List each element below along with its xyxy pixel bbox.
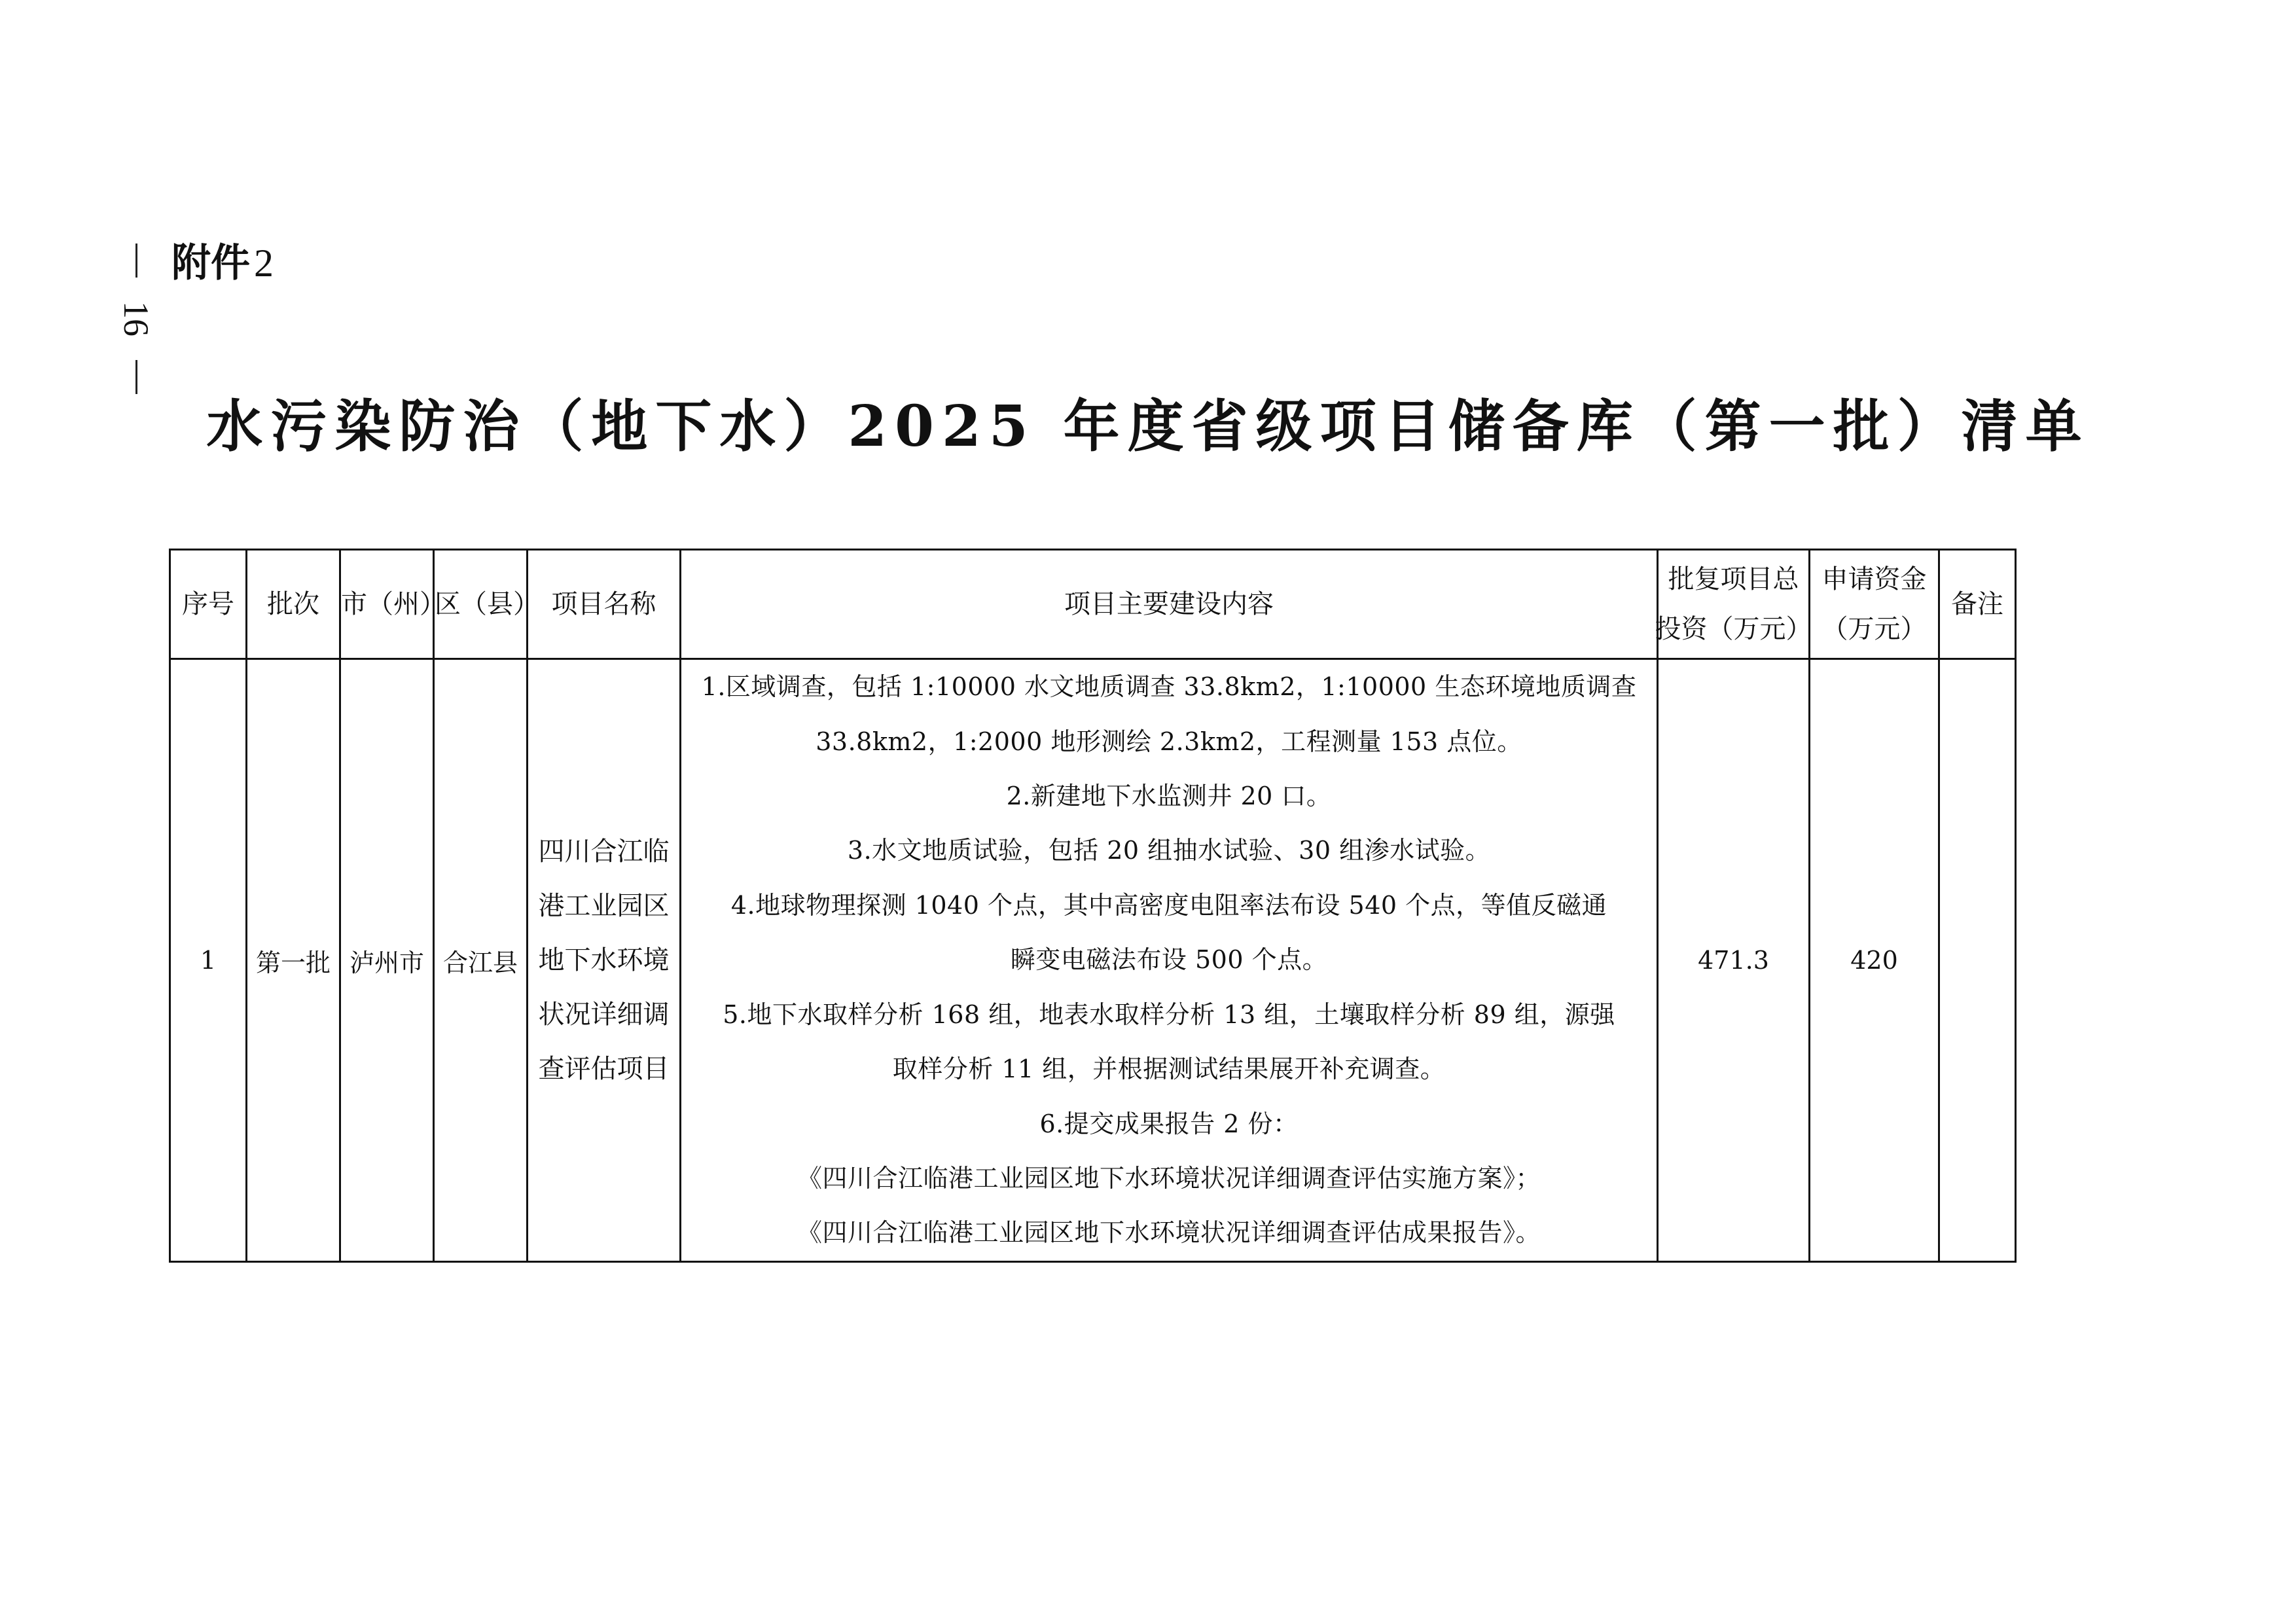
page-number-text: 16	[117, 301, 156, 336]
content-line: 4.地球物理探测 1040 个点，其中高密度电阻率法布设 540 个点，等值反磁通	[730, 890, 1607, 920]
cell-batch: 第一批	[247, 659, 340, 1262]
content-line: 《四川合江临港工业园区地下水环境状况详细调查评估成果报告》。	[797, 1218, 1541, 1248]
attachment-label-text: 附件	[171, 240, 250, 286]
header-requested-funds-line2: （万元）	[1821, 614, 1927, 644]
table-row	[170, 659, 2016, 1262]
cell-content	[681, 659, 1658, 1262]
document-title: 水污染防治（地下水）2025 年度省级项目储备库（第一批）清单	[206, 393, 2090, 460]
header-approved-total-line1: 批复项目总	[1668, 564, 1799, 594]
content-line: 5.地下水取样分析 168 组，地表水取样分析 13 组，土壤取样分析 89 组，源强	[723, 1000, 1615, 1029]
header-remarks: 备注	[1939, 550, 2016, 659]
header-requested-funds-line1: 申请资金	[1821, 564, 1927, 594]
cell-project-name	[528, 659, 681, 1262]
cell-seq: 1	[170, 659, 247, 1262]
header-project-name: 项目名称	[528, 550, 681, 659]
header-district: 区（县）	[434, 550, 528, 659]
table-header-row	[170, 550, 2016, 659]
content-line: 《四川合江临港工业园区地下水环境状况详细调查评估实施方案》；	[797, 1163, 1541, 1193]
cell-approved-total: 471.3	[1658, 659, 1810, 1262]
cell-city: 泸州市	[340, 659, 434, 1262]
content-line: 3.水文地质试验，包括 20 组抽水试验、30 组渗水试验。	[847, 836, 1491, 865]
header-batch: 批次	[247, 550, 340, 659]
project-name-line: 查评估项目	[538, 1053, 670, 1084]
content-line: 6.提交成果报告 2 份：	[1039, 1109, 1299, 1138]
project-name-line: 状况详细调	[538, 999, 670, 1030]
cell-district: 合江县	[434, 659, 528, 1262]
header-content: 项目主要建设内容	[681, 550, 1658, 659]
cell-remarks	[1939, 659, 2016, 1262]
page-number-dash-bottom	[135, 360, 137, 394]
content-line: 取样分析 11 组，并根据测试结果展开补充调查。	[892, 1055, 1446, 1084]
project-name-line: 四川合江临	[538, 836, 670, 867]
attachment-label	[171, 240, 274, 286]
header-city: 市（州）	[340, 550, 434, 659]
page-number	[117, 244, 156, 394]
cell-requested-funds: 420	[1810, 659, 1939, 1262]
project-name-line: 港工业园区	[538, 890, 670, 921]
content-line: 2.新建地下水监测井 20 口。	[1006, 782, 1332, 811]
page-number-dash-top	[135, 244, 137, 278]
header-approved-total-line2: 投资（万元）	[1655, 614, 1812, 644]
content-line: 瞬变电磁法布设 500 个点。	[1010, 945, 1328, 975]
project-inventory-table	[169, 549, 2017, 1263]
content-line: 1.区域调查，包括 1:10000 水文地质调查 33.8km2，1:10000 生态环境地质调查	[701, 672, 1637, 702]
attachment-label-number: 2	[254, 242, 274, 285]
header-requested-funds	[1810, 550, 1939, 659]
header-approved-total	[1655, 550, 1812, 659]
content-line: 33.8km2，1:2000 地形测绘 2.3km2，工程测量 153 点位。	[816, 727, 1522, 756]
header-seq: 序号	[170, 550, 247, 659]
project-name-line: 地下水环境	[538, 945, 670, 975]
